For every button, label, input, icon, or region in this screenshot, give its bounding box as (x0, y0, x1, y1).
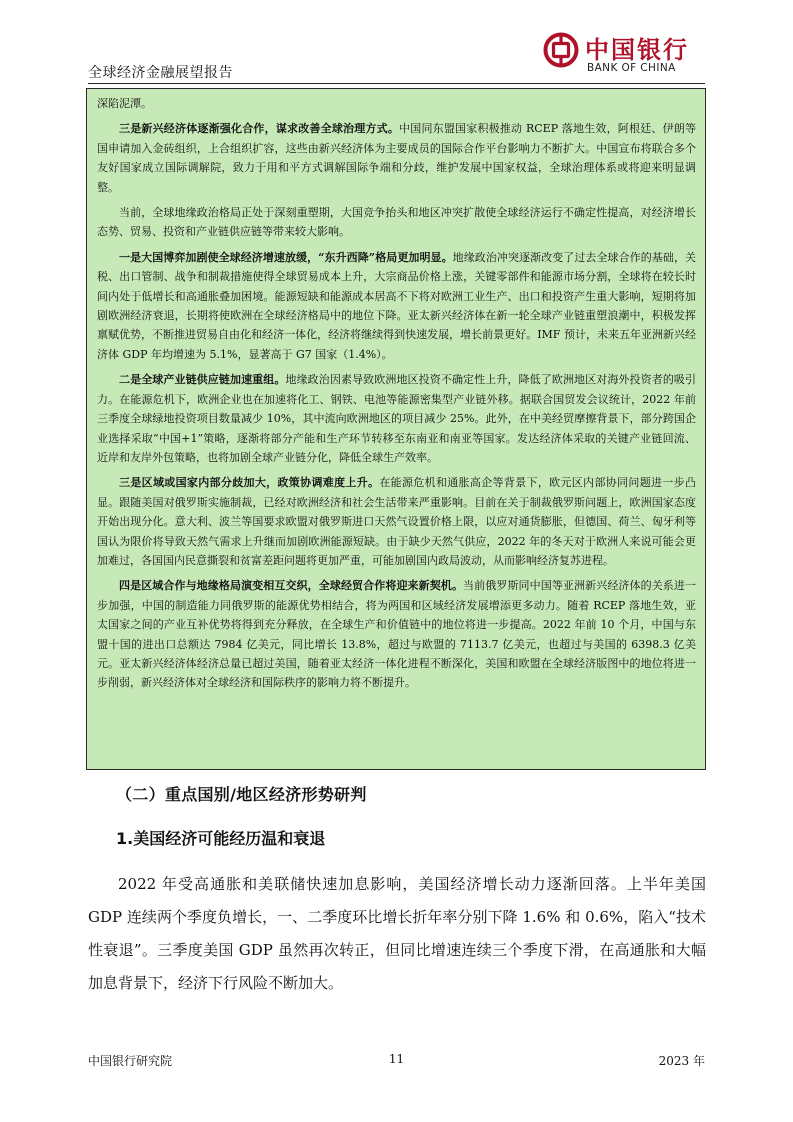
page-header (88, 28, 705, 84)
box-paragraph-3: 当前，全球地缘政治格局正处于深刻重塑期，大国竞争抬头和地区冲突扩散使全球经济运行不确定性提高，对经济增长态势、贸易、投资和产业链供应链等带来较大影响。 (97, 206, 696, 239)
footer-publisher: 中国银行研究院 (88, 1054, 173, 1068)
body-paragraph: 2022 年受高通胀和美联储快速加息影响，美国经济增长动力逐渐回落。上半年美国 GDP 连续两个季度负增长，一、二季度环比增长折年率分别下降 1.6% 和 0.6%，陷入“技术性衰退”。三季度美国 GDP 虽然再次转正，但同比增速连续三个季度下滑，在高通胀和大幅加息背景下，经济下行风险不断加大。 (88, 875, 706, 992)
logo-name-en: BANK OF CHINA (587, 62, 676, 74)
report-title: 全球经济金融展望报告 (88, 65, 233, 81)
box-paragraph-5-text: 地缘政治因素导致欧洲地区投资不确定性上升，降低了欧洲地区对海外投资者的吸引力。在能源危机下，欧洲企业也在加速将化工、钢铁、电池等能源密集型产业链外移。据联合国贸发会议统计，2022 年前三季度全球绿地投资项目数量减少 10%，其中流向欧洲地区的项目减少 25%。此外，在中美经贸摩擦背景下，部分跨国企业选择采取“中国+1”策略，逐渐将部分产能和生产环节转移至东南亚和南亚等国家。发达经济体采取的关键产业链回流、近岸和友岸外包策略，也将加剧全球产业链分化，降低全球生产效率。 (97, 373, 697, 464)
bank-of-china-emblem-icon (543, 32, 579, 68)
box-paragraph-7-text: 当前俄罗斯同中国等亚洲新兴经济体的关系进一步加强，中国的制造能力同俄罗斯的能源优势相结合，将为两国和区域经济发展增添更多动力。随着 RCEP 落地生效，亚太国家之间的产业互补优势将得到充分释放，在全球生产和价值链中的地位将进一步提高。2022 年前 10 个月，中国与东盟十国的进出口总额达 7984 亿美元，同比增长 13.8%，超过与欧盟的 7113.7 亿美元，也超过与美国的 6398.3 亿美元。亚太新兴经济体经济总量已超过美国，随着亚太经济一体化进程不断深化，美国和欧盟在全球经济版图中的地位将进一步削弱，新兴经济体对全球经济和国际秩序的影响力将不断提升。 (97, 579, 697, 690)
box-paragraph-5 (97, 370, 696, 467)
box-paragraph-2-text: 中国同东盟国家积极推动 RCEP 落地生效，阿根廷、伊朗等国申请加入金砖组织，上合组织扩容，这些由新兴经济体为主要成员的国际合作平台影响力不断扩大。中国宣布将联合多个友好国家成立国际调解院，致力于用和平方式调解国际争端和分歧，维护发展中国家权益，全球治理体系或将迎来明显调整。 (97, 122, 697, 194)
page-footer (88, 1052, 705, 1072)
bank-logo (543, 28, 705, 80)
box-paragraph-7-lead: 四是区域合作与地缘格局演变相互交织，全球经贸合作将迎来新契机。 (119, 579, 464, 593)
logo-name-cn: 中国银行 (585, 35, 689, 64)
box-paragraph-4-text: 地缘政治冲突逐渐改变了过去全球合作的基础，关税、出口管制、战争和制裁措施使得全球贸易成本上升，大宗商品价格上涨，关键零部件和能源市场分割，全球将在较长时间内处于低增长和高通胀叠加困境。能源短缺和能源成本居高不下将对欧洲工业生产、出口和投资产生重大影响，短期将加剧欧洲经济衰退，长期将使欧洲在全球经济格局中的地位下降。亚太新兴经济体在新一轮全球产业链重塑浪潮中，积极发挥禀赋优势，不断推进贸易自由化和经济一体化，经济将继续得到快速发展，增长前景更好。IMF 预计，未来五年亚洲新兴经济体 GDP 年均增速为 5.1%，显著高于 G7 国家（1.4%）。 (97, 250, 697, 361)
box-paragraph-4 (97, 248, 696, 364)
header-divider (88, 83, 705, 84)
section-heading: （二）重点国别/地区经济形势研判 (116, 785, 367, 804)
box-paragraph-2 (97, 119, 696, 197)
highlight-box (86, 88, 706, 770)
box-paragraph-6-text: 在能源危机和通胀高企等背景下，欧元区内部协同问题进一步凸显。跟随美国对俄罗斯实施制裁，已经对欧洲经济和社会生活带来严重影响。目前在关于制裁俄罗斯问题上，欧洲国家态度开始出现分化。意大利、波兰等国要求欧盟对俄罗斯进口天然气设置价格上限，以应对通货膨胀，但德国、荷兰、匈牙利等国认为限价将导致天然气需求上升继而加剧欧洲能源短缺。由于缺少天然气供应，2022 年的冬天对于欧洲人来说可能会更加难过，各国国内民意撕裂和贫富差距问题将更加严重，可能加剧国内政局波动，从而影响经济复苏进程。 (97, 476, 696, 567)
box-paragraph-6 (97, 473, 696, 570)
footer-year: 2023 年 (658, 1054, 705, 1068)
box-paragraph-5-lead: 二是全球产业链供应链加速重组。 (119, 373, 286, 387)
box-paragraph-4-lead: 一是大国博弈加剧使全球经济增速放缓，“东升西降”格局更加明显。 (119, 250, 453, 264)
page-number: 11 (388, 1052, 405, 1066)
section-subheading: 1.美国经济可能经历温和衰退 (116, 829, 326, 848)
box-paragraph-7 (97, 576, 696, 692)
box-paragraph-6-lead: 三是区域或国家内部分歧加大，政策协调难度上升。 (119, 476, 380, 490)
box-paragraph-1: 深陷泥潭。 (97, 97, 152, 110)
box-paragraph-2-lead: 三是新兴经济体逐渐强化合作，谋求改善全球治理方式。 (119, 122, 400, 136)
